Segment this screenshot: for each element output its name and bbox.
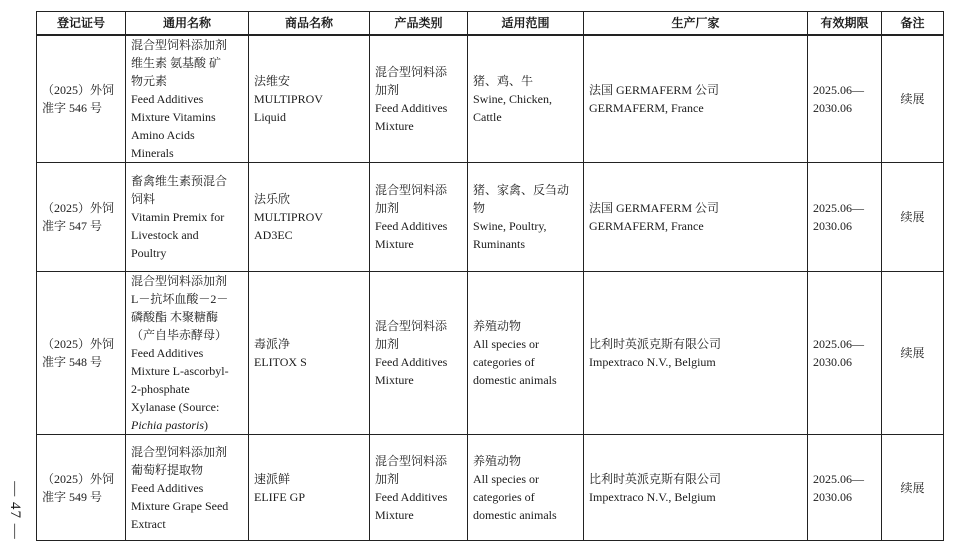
reg-no-cell: （2025）外饲 准字 547 号 (37, 163, 126, 272)
validity-cell: 2025.06— 2030.06 (808, 35, 882, 163)
category-cell: 混合型饲料添 加剂 Feed Additives Mixture (370, 435, 468, 541)
table-row (37, 435, 944, 541)
header-reg-no: 登记证号 (37, 12, 126, 36)
page-number (0, 470, 28, 550)
common-name-cell: 混合型饲料添加剂 L－抗坏血酸－2－ 磷酸酯 木聚糖酶 （产自毕赤酵母） Feed Additives Mixture L-ascorbyl- 2-phosphate Xylanase (Source: Pichia pastoris) (126, 272, 249, 435)
table-header-row (37, 12, 944, 36)
category-cell: 混合型饲料添 加剂 Feed Additives Mixture (370, 272, 468, 435)
trade-name-cell: 毒派净 ELITOX S (249, 272, 370, 435)
manufacturer-cell: 法国 GERMAFERM 公司 GERMAFERM, France (584, 163, 808, 272)
header-category: 产品类别 (370, 12, 468, 36)
table-row (37, 35, 944, 163)
validity-cell: 2025.06— 2030.06 (808, 435, 882, 541)
header-manufacturer: 生产厂家 (584, 12, 808, 36)
common-name-cell: 混合型饲料添加剂 维生素 氨基酸 矿 物元素 Feed Additives Mixture Vitamins Amino Acids Minerals (126, 35, 249, 163)
trade-name-cell: 法乐欣 MULTIPROV AD3EC (249, 163, 370, 272)
reg-no-cell: （2025）外饲 准字 548 号 (37, 272, 126, 435)
validity-cell: 2025.06— 2030.06 (808, 272, 882, 435)
note-cell: 续展 (882, 163, 944, 272)
header-validity: 有效期限 (808, 12, 882, 36)
manufacturer-cell: 比利时英派克斯有限公司 Impextraco N.V., Belgium (584, 272, 808, 435)
common-name-cell: 混合型饲料添加剂 葡萄籽提取物 Feed Additives Mixture Grape Seed Extract (126, 435, 249, 541)
category-cell: 混合型饲料添 加剂 Feed Additives Mixture (370, 163, 468, 272)
header-trade-name: 商品名称 (249, 12, 370, 36)
common-name-cell: 畜禽维生素预混合 饲料 Vitamin Premix for Livestock and Poultry (126, 163, 249, 272)
note-cell: 续展 (882, 435, 944, 541)
header-note: 备注 (882, 12, 944, 36)
note-cell: 续展 (882, 35, 944, 163)
table-row (37, 163, 944, 272)
note-cell: 续展 (882, 272, 944, 435)
scope-cell: 猪、家禽、反刍动 物 Swine, Poultry, Ruminants (468, 163, 584, 272)
table-row (37, 272, 944, 435)
registration-table (36, 11, 944, 541)
manufacturer-cell: 比利时英派克斯有限公司 Impextraco N.V., Belgium (584, 435, 808, 541)
header-common-name: 通用名称 (126, 12, 249, 36)
trade-name-cell: 法维安 MULTIPROV Liquid (249, 35, 370, 163)
category-cell: 混合型饲料添 加剂 Feed Additives Mixture (370, 35, 468, 163)
validity-cell: 2025.06— 2030.06 (808, 163, 882, 272)
scope-cell: 猪、鸡、牛 Swine, Chicken, Cattle (468, 35, 584, 163)
trade-name-cell: 速派鲜 ELIFE GP (249, 435, 370, 541)
header-scope: 适用范围 (468, 12, 584, 36)
page-number-text: — 47 — (6, 480, 23, 540)
reg-no-cell: （2025）外饲 准字 546 号 (37, 35, 126, 163)
scope-cell: 养殖动物 All species or categories of domestic animals (468, 435, 584, 541)
source-organism: Pichia pastoris (131, 418, 205, 432)
manufacturer-cell: 法国 GERMAFERM 公司 GERMAFERM, France (584, 35, 808, 163)
scope-cell: 养殖动物 All species or categories of domestic animals (468, 272, 584, 435)
reg-no-cell: （2025）外饲 准字 549 号 (37, 435, 126, 541)
